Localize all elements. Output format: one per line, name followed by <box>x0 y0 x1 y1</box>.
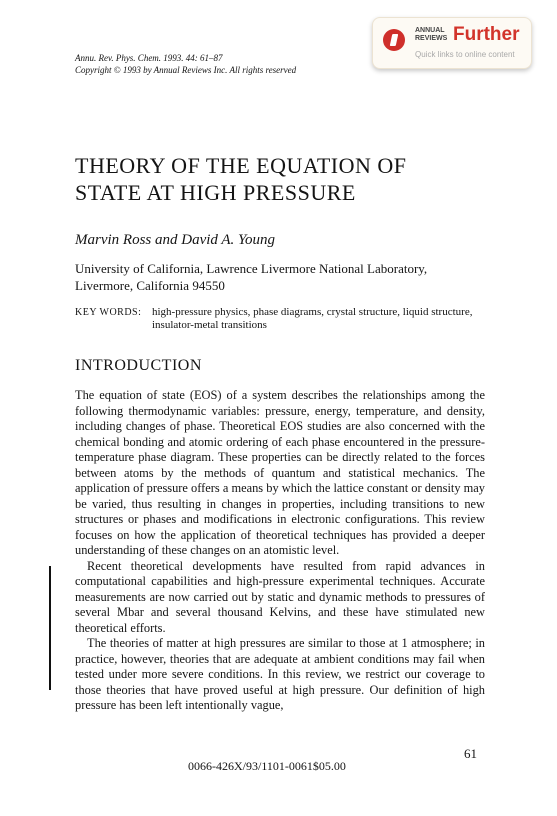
further-label: Further <box>453 24 520 45</box>
section-heading: INTRODUCTION <box>75 357 202 374</box>
body-paragraph: The equation of state (EOS) of a system describes the relationships among the following thermodynamic variables: pressure, energy, temperature, and density, including changes of phase. Theoretical EOS studies are also concerned with the chemical bonding and atomic ordering of each phase encountered in the pressure-temperature phase diagram. These properties can be directly related to the forces between atoms by the methods of quantum and statistical mechanics. The application of pressure offers a means by which the lattice constant or density may be varied, thus resulting in changes in properties, including transitions to new structures or phases and modifications in electronic configurations. This review focuses on how the application of theoretical techniques has provided a deeper understanding of these changes on an atomistic level. <box>75 388 485 557</box>
journal-citation <box>75 52 296 76</box>
title-line: STATE AT HIGH PRESSURE <box>75 180 356 205</box>
body-paragraph: The theories of matter at high pressures are similar to those at 1 atmosphere; in practice, however, theories that are adequate at ambient conditions may fail when tested under more severe conditions. In this review, we restrict our coverage to those theories that have proved useful at high pressure. Our definition of high pressure has been left intentionally vague, <box>75 636 485 712</box>
copyright-line: Copyright © 1993 by Annual Reviews Inc. All rights reserved <box>75 65 297 75</box>
annual-reviews-logo-icon <box>383 29 405 51</box>
margin-change-bar <box>49 566 51 690</box>
keywords-text: high-pressure physics, phase diagrams, crystal structure, liquid structure, insulator-metal transitions <box>152 306 473 331</box>
further-links-badge[interactable] <box>372 17 532 69</box>
title-line: THEORY OF THE EQUATION OF <box>75 153 407 178</box>
article-code: 0066-426X/93/1101-0061$05.00 <box>188 759 346 773</box>
section-body <box>75 388 485 714</box>
affiliation-line: University of California, Lawrence Livermore National Laboratory, <box>75 261 428 276</box>
body-paragraph: Recent theoretical developments have resulted from rapid advances in computational capabilities and high-pressure experimental techniques. Accurate measurements are now carried out by static and dynamic methods to pressures of several Mbar and several thousand Kelvins, and these have stimulated new theoretical efforts. <box>75 558 485 635</box>
further-subtitle: Quick links to online content <box>415 50 515 59</box>
keywords-label: KEY WORDS: <box>75 307 142 318</box>
page-number: 61 <box>464 746 477 761</box>
affiliation-line: Livermore, California 94550 <box>75 278 225 293</box>
article-title <box>75 152 515 206</box>
article-authors: Marvin Ross and David A. Young <box>75 232 276 248</box>
annual-reviews-label: ANNUAL REVIEWS <box>415 27 448 42</box>
journal-citation-line: Annu. Rev. Phys. Chem. 1993. 44: 61–87 <box>75 53 223 63</box>
author-affiliation <box>75 260 495 294</box>
